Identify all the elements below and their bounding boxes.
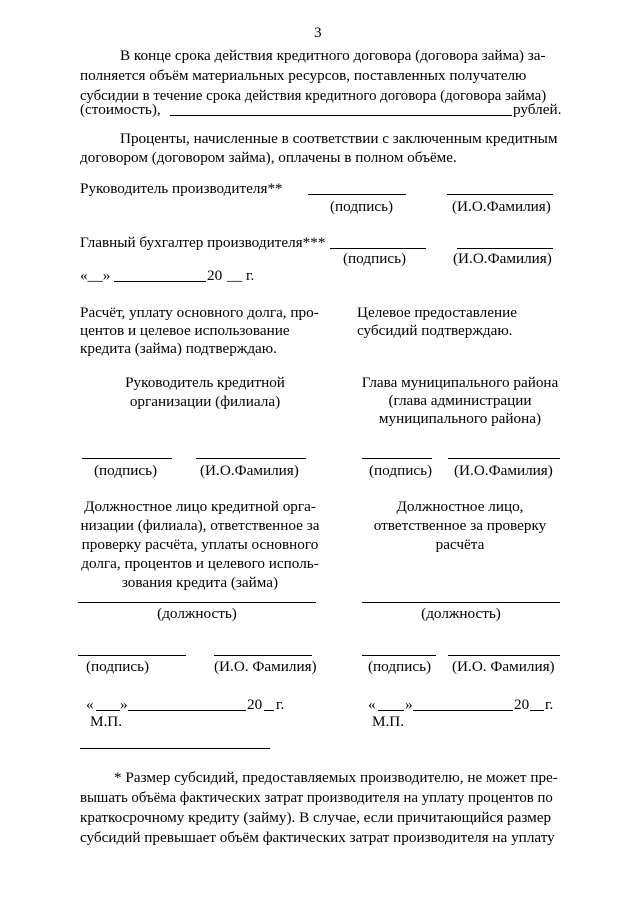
left-date-year-line — [264, 710, 274, 711]
credit-official-line-2: низации (филиала), ответственное за — [80, 517, 320, 534]
right-confirm-line-1: Целевое предоставление — [357, 304, 517, 321]
intro-line-1: В конце срока действия кредитного договора (договора займа) за- — [120, 47, 546, 64]
left-confirm-line-3: кредита (займа) подтверждаю. — [80, 340, 277, 357]
credit-official-line-4: долга, процентов и целевого исполь- — [81, 555, 319, 572]
intro-line-4-end: рублей. — [513, 101, 562, 118]
credit-official-signature-line — [78, 655, 186, 656]
right-stamp: М.П. — [372, 713, 405, 730]
municipal-official-signature-line — [362, 655, 436, 656]
date-month-line — [114, 281, 206, 282]
municipal-name-caption: (И.О.Фамилия) — [454, 462, 553, 479]
credit-head-signature-caption: (подпись) — [94, 462, 158, 479]
municipal-official-line-3: расчёта — [435, 536, 485, 553]
right-date-month-line — [413, 710, 513, 711]
right-date-day-line — [378, 710, 404, 711]
head-name-caption: (И.О.Фамилия) — [452, 198, 551, 215]
head-signature-caption: (подпись) — [330, 198, 394, 215]
date-open: «__» — [80, 267, 111, 284]
head-of-producer-label: Руководитель производителя** — [80, 180, 283, 197]
interest-line-1: Проценты, начисленные в соответствии с заключенным кредитным — [120, 130, 558, 147]
municipal-official-line-2: ответственное за проверку — [373, 517, 547, 534]
right-date-suffix: г. — [545, 696, 554, 713]
right-confirm-line-2: субсидий подтверждаю. — [357, 322, 513, 339]
footnote-line-1: * Размер субсидий, предоставляемых производителю, не может пре- — [114, 769, 558, 786]
cost-blank-line — [170, 115, 512, 116]
chief-accountant-label: Главный бухгалтер производителя*** — [80, 234, 326, 251]
municipal-signature-line — [362, 458, 432, 459]
footnote-line-3: краткосрочному кредиту (займу). В случае, если причитающийся размер — [80, 809, 552, 826]
municipal-official-position-line — [362, 602, 560, 603]
credit-official-position-caption: (должность) — [157, 605, 237, 622]
right-date-year: 20 — [514, 696, 530, 713]
left-date-year: 20 — [247, 696, 263, 713]
left-stamp: М.П. — [90, 713, 123, 730]
credit-head-name-caption: (И.О.Фамилия) — [200, 462, 299, 479]
right-date-close: » — [405, 696, 413, 713]
intro-line-3: субсидии в течение срока действия кредитного договора (договора займа) — [80, 88, 547, 104]
accountant-name-line — [457, 248, 553, 249]
intro-line-2: полняется объём материальных ресурсов, поставленных получателю — [80, 67, 527, 84]
credit-official-signature-caption: (подпись) — [86, 658, 150, 675]
footnote-paragraph — [80, 768, 564, 848]
footnote-line-2: вышать объёма фактических затрат производителя на уплату процентов по — [80, 790, 553, 806]
left-date-day-line — [96, 710, 120, 711]
page-number: 3 — [314, 24, 322, 41]
accountant-signature-line — [330, 248, 426, 249]
municipal-official-name-line — [448, 655, 560, 656]
intro-paragraph — [80, 46, 564, 106]
head-signature-line — [308, 194, 406, 195]
credit-org-head-title-1: Руководитель кредитной — [125, 374, 285, 391]
right-date-open: « — [368, 696, 376, 713]
municipal-name-line — [448, 458, 560, 459]
footnote-separator — [80, 748, 270, 749]
credit-official-line-5: зования кредита (займа) — [121, 574, 279, 591]
credit-official-name-line — [214, 655, 312, 656]
left-date-close: » — [120, 696, 128, 713]
credit-org-head-title-2: организации (филиала) — [129, 393, 281, 410]
intro-line-4-start: (стоимость), — [80, 101, 161, 118]
municipal-official-position-caption: (должность) — [421, 605, 501, 622]
municipal-head-title-2: (глава администрации — [388, 392, 532, 409]
credit-head-name-line — [196, 458, 306, 459]
date-year: 20 — [207, 267, 223, 284]
accountant-name-caption: (И.О.Фамилия) — [453, 250, 552, 267]
municipal-head-title-1: Глава муниципального района — [361, 374, 559, 391]
credit-official-line-3: проверку расчёта, уплаты основного — [81, 536, 319, 553]
left-date-suffix: г. — [276, 696, 285, 713]
head-name-line — [447, 194, 553, 195]
credit-official-line-1: Должностное лицо кредитной орга- — [84, 498, 316, 515]
municipal-official-name-caption: (И.О. Фамилия) — [452, 658, 555, 675]
left-confirm-line-2: центов и целевое использование — [80, 322, 290, 339]
municipal-head-title-3: муниципального района) — [378, 410, 542, 427]
right-date-year-line — [530, 710, 544, 711]
municipal-signature-caption: (подпись) — [369, 462, 433, 479]
left-date-open: « — [86, 696, 94, 713]
credit-head-signature-line — [82, 458, 172, 459]
date-suffix: __ г. — [227, 267, 255, 284]
credit-official-position-line — [78, 602, 316, 603]
footnote-line-4: субсидий превышает объём фактических затрат производителя на уплату — [80, 829, 555, 846]
accountant-signature-caption: (подпись) — [343, 250, 407, 267]
left-confirm-line-1: Расчёт, уплату основного долга, про- — [80, 304, 319, 321]
left-date-month-line — [128, 710, 246, 711]
interest-line-2: договором (договором займа), оплачены в полном объёме. — [80, 149, 457, 166]
municipal-official-line-1: Должностное лицо, — [396, 498, 524, 515]
credit-official-name-caption: (И.О. Фамилия) — [214, 658, 317, 675]
municipal-official-signature-caption: (подпись) — [368, 658, 432, 675]
